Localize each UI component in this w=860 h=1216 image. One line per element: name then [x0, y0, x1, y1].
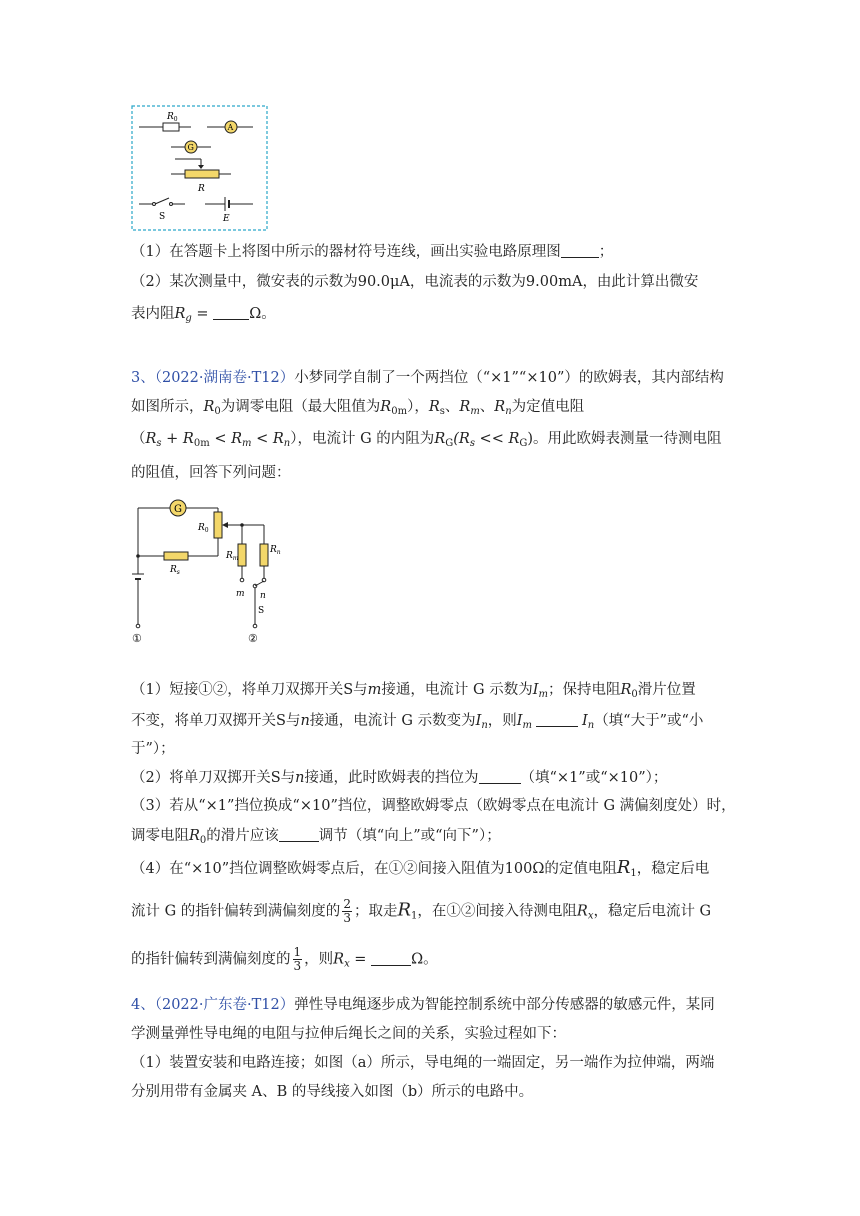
- q3-p1-l2-a: 不变，将单刀双掷开关: [131, 713, 276, 729]
- q2-rg-sub: g: [185, 313, 192, 324]
- q3-line3-a: （: [131, 431, 146, 447]
- q2-unit: Ω: [249, 306, 262, 322]
- q3-line2-d: 为定值电阻: [511, 399, 585, 415]
- q3-p2-c: 接通，此时欧姆表的挡位为: [304, 770, 479, 786]
- q3-blank-2[interactable]: [479, 769, 521, 784]
- frac2-den: 3: [293, 959, 302, 973]
- q3-p4-l3-rx-sub: x: [344, 958, 350, 970]
- q3-p1-im-sub: m: [538, 689, 548, 700]
- q2-ammeter-value: 9.00mA: [525, 274, 583, 290]
- q3-p1-r0-sub: 0: [631, 689, 638, 700]
- fig1-r0-label: $R_0$: [167, 112, 178, 123]
- q3-p1-e: 滑片位置: [637, 682, 696, 698]
- q3-p1-s: S: [343, 682, 354, 698]
- q3-rm: R: [459, 399, 471, 415]
- q3-ineq-n: n: [283, 438, 291, 449]
- fig2-g-label: G: [174, 504, 182, 515]
- q3-p4-l3-b: ，则: [304, 951, 334, 968]
- q3-p1-line2: [131, 711, 703, 736]
- q3-p1-l2-n: n: [300, 713, 310, 729]
- fig1-rheostat-label: R: [198, 184, 205, 194]
- fig2-m-label: m: [236, 589, 245, 599]
- q3-p1-c: 接通，电流计 G 示数为: [381, 682, 533, 698]
- fig1-switch-label: S: [159, 212, 166, 222]
- q3-line3-b: ），电流计 G 的内阻为: [290, 431, 435, 447]
- q2-rg-symbol: R: [174, 306, 186, 322]
- q3-p1-l2-s: S: [276, 713, 286, 729]
- q2-end: 。: [261, 306, 276, 322]
- q2-part2-a: （2）某次测量中，微安表的示数为: [131, 274, 358, 290]
- fig2-rs-label: $R_s$: [170, 565, 180, 576]
- q3-p1-m: m: [367, 682, 382, 698]
- q3-p1-l2-e: （填“大于”或“小: [594, 713, 704, 729]
- q3-p2-n: n: [295, 770, 305, 786]
- q3-p1-line1: [131, 680, 696, 705]
- q3-r0m: R: [380, 399, 392, 415]
- q3-p1-l2-b: 与: [285, 713, 301, 729]
- q3-p3-line2: [131, 826, 501, 851]
- q3-cond-ll: << R: [474, 431, 520, 447]
- q3-p1-d: ；保持电阻: [547, 682, 621, 698]
- q3-rn-sub: n: [505, 406, 512, 417]
- q3-p4-l2-b: ；取走: [353, 903, 398, 920]
- q3-fraction-two-thirds: [342, 898, 352, 925]
- q3-p4-a: （4）在“×10”挡位调整欧姆零点后，在①②间接入阻值为100Ω的定值电阻: [131, 861, 617, 877]
- fig1-galv-label: G: [187, 143, 194, 152]
- q3-ineq-r: R: [145, 431, 157, 447]
- q3-p1-l2-c: 接通，电流计 G 示数变为: [309, 713, 476, 729]
- q3-p2-a: （2）将单刀双掷开关: [131, 770, 271, 786]
- q3-p1-a: （1）短接①②，将单刀双掷开关: [131, 682, 344, 698]
- q3-number: 3、: [131, 370, 155, 386]
- fig2-terminal2-label: ②: [248, 632, 258, 645]
- q3-p1-l2-in: I: [475, 713, 482, 729]
- q3-p3-d: 调节（填“向上”或“向下”）；: [318, 828, 501, 844]
- fig1-battery-label: E: [223, 214, 230, 224]
- q3-rm-sub: m: [470, 406, 480, 417]
- q2-part2: [131, 272, 698, 292]
- q3-blank-4[interactable]: [371, 951, 411, 966]
- q3-blank-3[interactable]: [279, 827, 319, 842]
- q3-line2-b: 为调零电阻（最大阻值为: [220, 399, 381, 415]
- q3-p1-r0: R: [620, 682, 632, 698]
- q3-rs: R: [428, 399, 440, 415]
- q3-line3: [131, 429, 722, 454]
- q3-p4-l2-c: ，在①②间接入待测电阻: [417, 903, 577, 920]
- q4-number: 4、: [131, 997, 155, 1013]
- q3-p2-s: S: [270, 770, 281, 786]
- q3-cond-open: (R: [453, 431, 470, 447]
- q3-p4-l3-a: 的指针偏转到满偏刻度的: [131, 951, 291, 968]
- q3-ineq-s: s: [156, 438, 162, 449]
- q3-p3-c: 的滑片应该: [206, 828, 279, 844]
- q3-p1-l2-in2: I: [582, 713, 588, 729]
- q3-line4: 的阻值，回答下列问题：: [131, 465, 291, 481]
- q3-r0m-sub: 0m: [391, 406, 408, 417]
- q3-blank-1[interactable]: [536, 712, 578, 727]
- q3-r0-sub: 0: [214, 406, 221, 417]
- q2-part1-text: （1）在答题卡上将图中所示的器材符号连线，画出实验电路原理图: [131, 244, 561, 260]
- q3-line2: [131, 397, 584, 422]
- q4-line1-text: 弹性导电绳逐步成为智能控制系统中部分传感器的敏感元件，某同: [294, 997, 715, 1013]
- q2-eq: =: [191, 306, 214, 322]
- q4-line1: [131, 995, 715, 1015]
- q3-source: （2022·湖南卷·T12）: [154, 370, 295, 386]
- q3-p1-l2-im: I: [516, 713, 523, 729]
- q2-part2-line2-a: 表内阻: [131, 306, 175, 322]
- q3-sep2: 、: [479, 399, 495, 415]
- q2-part2-b: ，电流表的示数为: [409, 274, 526, 290]
- q3-p4-line1: [131, 858, 709, 884]
- q4-line3: （1）装置安装和电路连接；如图（a）所示，导电绳的一端固定，另一端作为拉伸端，两端: [131, 1055, 715, 1071]
- q3-p1-l2-in-sub: n: [481, 720, 488, 731]
- q3-line2-a: 如图所示，: [131, 399, 204, 415]
- fig2-terminal1-label: ①: [132, 632, 142, 645]
- q3-p4-l3-unit: Ω: [411, 951, 424, 968]
- q3-ineq-plus: + R: [161, 431, 194, 447]
- q3-p1-im: I: [532, 682, 539, 698]
- q3-line3-e: )。用此欧姆表测量一待测电阻: [527, 431, 722, 447]
- q3-ineq-0m: 0m: [193, 438, 210, 449]
- q3-p3-b: 调零电阻: [131, 828, 189, 844]
- q3-fraction-one-third: [293, 946, 303, 973]
- q3-p4-r1: R: [616, 857, 631, 878]
- frac1-den: 3: [343, 911, 351, 925]
- q3-p4-l3-end: 。: [423, 951, 438, 968]
- q3-p4-l3-rx: R: [333, 951, 345, 968]
- ohmmeter-circuit-figure: [124, 494, 294, 646]
- q3-p4-r1-sub: 1: [630, 868, 637, 879]
- q3-rg-sub: G: [445, 438, 454, 449]
- q3-rs-sub: s: [439, 406, 445, 417]
- q3-sep1: 、: [444, 399, 460, 415]
- q3-p4-l3-eq: =: [349, 951, 372, 968]
- q3-cond-s: s: [469, 438, 475, 449]
- fig1-ammeter-label: A: [227, 123, 234, 132]
- q3-ineq-m: m: [242, 438, 252, 449]
- q3-p4-line3: [131, 946, 438, 975]
- q2-part1: [131, 242, 613, 262]
- q3-p1-l2-in2-sub: n: [587, 720, 595, 731]
- q3-p4-l2-rx-sub: x: [587, 910, 594, 922]
- q3-p2: [131, 768, 667, 788]
- q3-p2-b: 与: [280, 770, 296, 786]
- q2-part2-line2: [131, 304, 276, 329]
- q3-p4-l2-rx: R: [576, 903, 588, 920]
- q2-microamp-value: 90.0μA: [357, 274, 410, 290]
- q2-part1-end: ；: [598, 244, 614, 260]
- q3-line1-text: 小梦同学自制了一个两挡位（“×1”“×10”）的欧姆表，其内部结构: [294, 370, 724, 386]
- q3-p4-l2-r1-sub: 1: [411, 910, 418, 922]
- q3-p1-l2-im-sub: m: [522, 720, 532, 731]
- q2-blank-1[interactable]: [561, 243, 599, 258]
- frac1-num: 2: [343, 897, 351, 911]
- q3-line2-c: ），: [407, 399, 429, 415]
- q3-cond-g: G: [519, 438, 528, 449]
- q3-p3-r0-sub: 0: [199, 835, 207, 846]
- fig2-s-label: S: [258, 606, 265, 616]
- q3-p4-l2-d: ，稳定后电流计 G: [593, 903, 712, 920]
- fig2-n-label: n: [260, 591, 266, 601]
- frac2-num: 1: [293, 945, 302, 959]
- fig2-rn-label: $R_n$: [270, 545, 281, 556]
- q3-line1: [131, 368, 724, 388]
- q4-line4: 分别用带有金属夹 A、B 的导线接入如图（b）所示的电路中。: [131, 1084, 534, 1100]
- component-symbols-figure: [131, 105, 268, 231]
- q3-ineq-lt1: < R: [209, 431, 243, 447]
- q3-p4-line2: [131, 898, 711, 927]
- q4-source: （2022·广东卷·T12）: [154, 997, 295, 1013]
- q2-part2-c: ，由此计算出微安: [582, 274, 699, 290]
- q3-p4-l2-a: 流计 G 的指针偏转到满偏刻度的: [131, 903, 341, 920]
- q3-ineq-lt2: < R: [251, 431, 284, 447]
- q3-r0: R: [203, 399, 215, 415]
- q3-p1-b: 与: [353, 682, 368, 698]
- q3-rg: R: [434, 431, 446, 447]
- q3-rn: R: [494, 399, 506, 415]
- q3-p1-line3: 于”）；: [131, 741, 175, 757]
- q3-p4-l2-r1: R: [397, 899, 412, 921]
- q4-line2: 学测量弹性导电绳的电阻与拉伸后绳长之间的关系，实验过程如下：: [131, 1026, 566, 1042]
- q2-blank-2[interactable]: [213, 305, 249, 320]
- fig2-rm-label: $R_m$: [226, 551, 239, 562]
- fig2-r0-label: $R_0$: [198, 523, 209, 534]
- q3-p3-line1: （3）若从“×1”挡位换成“×10”挡位，调整欧姆零点（欧姆零点在电流计 G 满偏刻度处）时，: [131, 798, 736, 814]
- q3-p1-l2-d: ，则: [487, 713, 517, 729]
- q3-p3-r0: R: [189, 828, 200, 844]
- q3-p2-d: （填“×1”或“×10”）；: [520, 770, 668, 786]
- q3-p4-b: ，稳定后电: [636, 861, 710, 877]
